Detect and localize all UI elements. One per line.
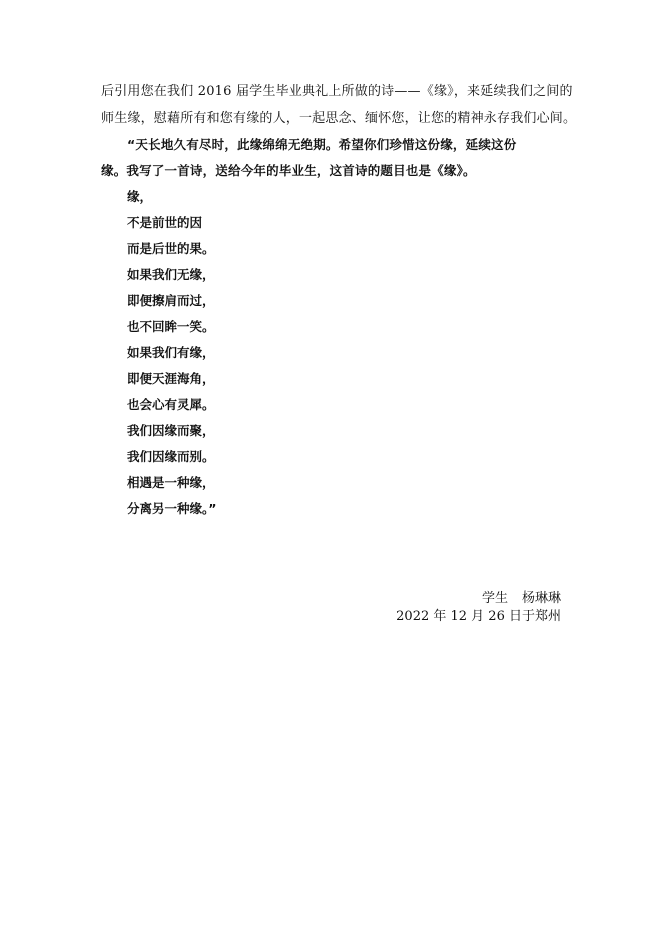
poem-line: 即便擦肩而过， — [127, 293, 215, 308]
paragraph-1-line-1: 后引用您在我们 2016 届学生毕业典礼上所做的诗——《缘》，来延续我们之间的 — [101, 84, 573, 99]
poem-line: 我们因缘而别。 — [127, 449, 215, 464]
poem-line: 如果我们有缘， — [127, 345, 215, 360]
poem-line: 也不回眸一笑。 — [127, 319, 215, 334]
poem-line: 相遇是一种缘， — [127, 475, 215, 490]
poem-line: 我们因缘而聚， — [127, 423, 215, 438]
signature-author — [482, 591, 561, 607]
signature-name: 杨琳琳 — [521, 591, 561, 606]
poem-line: 缘， — [127, 189, 153, 204]
signature-date-place: 2022 年 12 月 26 日于郑州 — [396, 609, 561, 624]
paragraph-2-line-1: “天长地久有尽时，此缘绵绵无绝期。希望你们珍惜这份缘，延续这份 — [127, 137, 517, 152]
signature-role: 学生 — [481, 591, 508, 606]
poem-line: 即便天涯海角， — [127, 371, 215, 386]
poem-line: 分离另一种缘。” — [127, 501, 217, 516]
poem-line: 也会心有灵犀。 — [127, 397, 215, 412]
paragraph-1-line-2: 师生缘，慰藉所有和您有缘的人，一起思念、缅怀您，让您的精神永存我们心间。 — [101, 111, 577, 126]
poem-line: 如果我们无缘， — [127, 267, 215, 282]
poem-line: 而是后世的果。 — [127, 241, 215, 256]
paragraph-2-line-2: 缘。我写了一首诗，送给今年的毕业生，这首诗的题目也是《缘》。 — [101, 163, 476, 178]
poem-line: 不是前世的因 — [127, 215, 203, 230]
